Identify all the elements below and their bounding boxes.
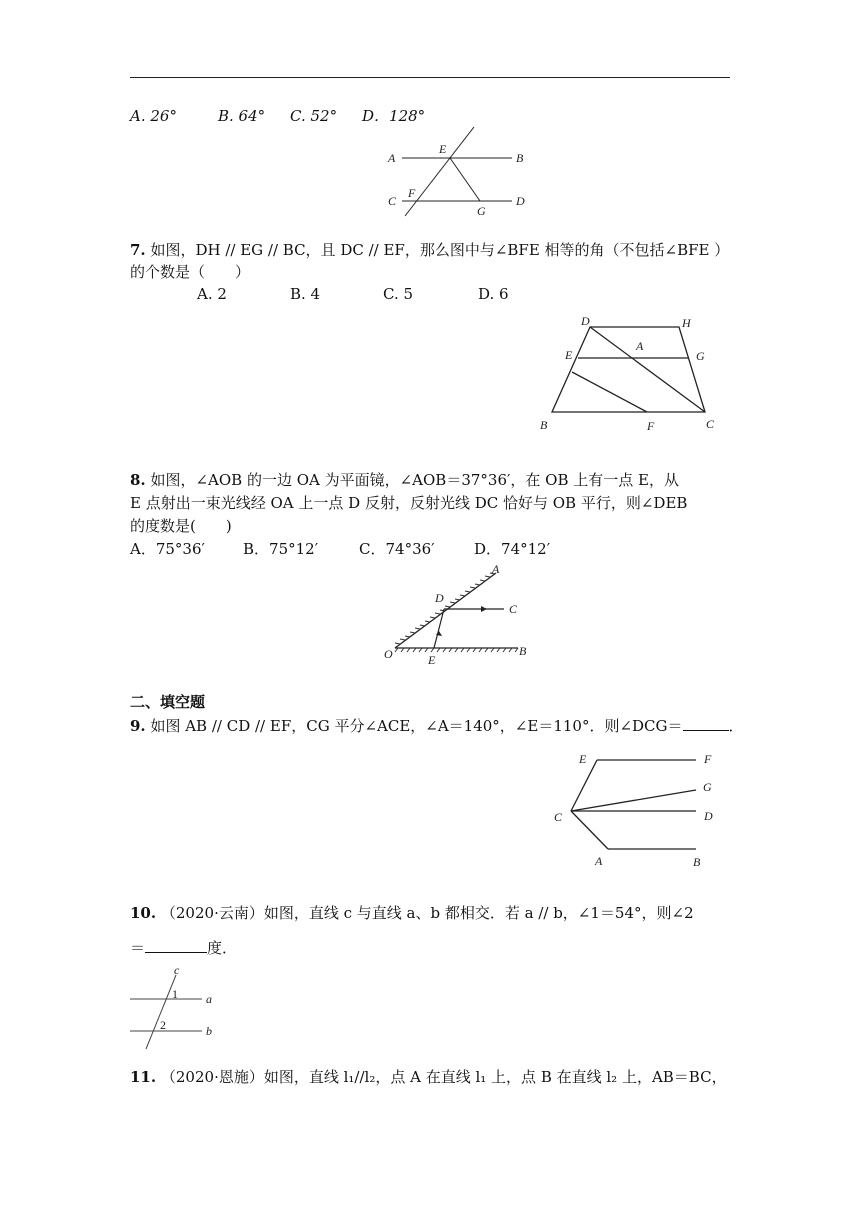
q7-line-dc	[590, 327, 705, 412]
header-rule	[130, 77, 730, 78]
q8-figure	[378, 560, 538, 670]
q6-segment-eg	[450, 158, 480, 201]
q7-stem-line2: 的个数是（ ）	[130, 263, 251, 281]
q10-stem-text1: （2020·云南）如图，直线 c 与直线 a、b 都相交．若 a // b，∠1＝54°，则∠2	[160, 904, 694, 922]
q8-stem-line2: E 点射出一束光线经 OA 上一点 D 反射，反射光线 DC 恰好与 OB 平行，则∠DEB	[130, 494, 688, 512]
q8-option-b: B．75°12′	[243, 540, 319, 558]
q6-option-b: B. 64°	[218, 107, 266, 125]
q9-line-ca	[571, 811, 608, 849]
q9-label-b: B	[693, 855, 701, 869]
q7-label-c: C	[706, 417, 715, 431]
q10-label-1: 1	[172, 987, 178, 1001]
q7-label-f: F	[647, 419, 655, 433]
q7-option-b: B. 4	[290, 285, 321, 303]
q8-option-d: D．74°12′	[474, 540, 551, 558]
q7-label-h: H	[682, 316, 691, 330]
q9-stem	[130, 716, 744, 736]
q8-label-b: B	[519, 644, 527, 658]
q7-label-e: E	[565, 348, 573, 362]
q7-figure	[530, 310, 730, 440]
q7-label-a: A	[636, 339, 644, 353]
q7-option-c: C. 5	[383, 285, 414, 303]
q9-answer-blank[interactable]	[683, 716, 729, 731]
q7-stem-text1: 如图，DH // EG // BC，且 DC // EF，那么图中与∠BFE 相等的角（不包括∠BFE ）	[150, 241, 730, 259]
q9-label-e: E	[579, 752, 587, 766]
q7-label-b: B	[540, 418, 548, 432]
q8-label-a: A	[492, 562, 500, 576]
q8-mirror-oa	[395, 573, 496, 648]
q7-trapezoid	[552, 327, 705, 412]
q10-stem-line2	[130, 938, 237, 958]
q10-stem-line1	[130, 903, 694, 923]
q8-stem-line3: 的度数是( )	[130, 517, 232, 535]
q7-label-g: G	[696, 349, 705, 363]
q6-option-d: D．128°	[362, 107, 426, 125]
q10-label-c: c	[174, 963, 180, 977]
q7-stem-line1	[130, 240, 729, 260]
q7-option-d: D. 6	[478, 285, 509, 303]
q9-line-cg	[571, 790, 696, 811]
section-title: 二、填空题	[130, 693, 206, 711]
q8-label-o: O	[384, 647, 393, 661]
q6-option-a: A. 26°	[130, 107, 177, 125]
q6-label-d: D	[516, 194, 525, 208]
q8-stem-text1: 如图，∠AOB 的一边 OA 为平面镜，∠AOB＝37°36′，在 OB 上有一点 E，从	[150, 471, 679, 489]
q8-label-d: D	[435, 591, 444, 605]
q9-stem-text: 如图 AB // CD // EF，CG 平分∠ACE，∠A＝140°，∠E＝110°．则∠DCG＝	[150, 717, 683, 735]
q9-label-a: A	[595, 854, 603, 868]
q10-label-2: 2	[160, 1018, 166, 1032]
q9-label-d: D	[704, 809, 713, 823]
q9-number: 9.	[130, 717, 146, 735]
q8-options	[130, 539, 550, 559]
q10-figure	[126, 963, 226, 1053]
q6-figure	[380, 122, 540, 222]
q7-label-d: D	[581, 314, 590, 328]
q7-option-a: A. 2	[197, 285, 227, 303]
q10-answer-blank[interactable]	[145, 938, 207, 953]
q6-transversal	[405, 127, 474, 216]
q11-stem-text: （2020·恩施）如图，直线 l₁//l₂，点 A 在直线 l₁ 上，点 B 在直线 l₂ 上，AB＝BC，	[160, 1068, 727, 1086]
q10-label-b: b	[206, 1024, 212, 1038]
q8-label-c: C	[509, 602, 518, 616]
q6-option-c: C. 52°	[290, 107, 338, 125]
q9-stem-end: ．	[728, 717, 744, 735]
q9-label-c: C	[554, 810, 563, 824]
q6-label-g: G	[477, 204, 486, 218]
q9-label-g: G	[703, 780, 712, 794]
q11-stem	[130, 1067, 727, 1087]
q10-stem-post: 度．	[207, 939, 238, 957]
q6-label-c: C	[388, 194, 397, 208]
q8-option-c: C．74°36′	[359, 540, 435, 558]
q6-label-e: E	[439, 142, 447, 156]
q9-label-f: F	[704, 752, 712, 766]
q9-line-ec	[571, 760, 597, 811]
q7-line-ef	[572, 372, 647, 412]
q6-label-a: A	[388, 151, 396, 165]
q8-label-e: E	[428, 653, 436, 667]
q10-stem-pre: ＝	[130, 939, 146, 957]
q9-figure	[548, 748, 728, 873]
q8-reflected-arrow	[481, 606, 487, 612]
q10-number: 10.	[130, 904, 157, 922]
q6-label-b: B	[516, 151, 524, 165]
q7-options	[197, 284, 509, 304]
q6-label-f: F	[408, 186, 416, 200]
q7-number: 7.	[130, 241, 146, 259]
q8-option-a: A．75°36′	[130, 540, 205, 558]
q10-label-a: a	[206, 992, 212, 1006]
q8-stem-line1	[130, 470, 679, 490]
q11-number: 11.	[130, 1068, 157, 1086]
q8-number: 8.	[130, 471, 146, 489]
